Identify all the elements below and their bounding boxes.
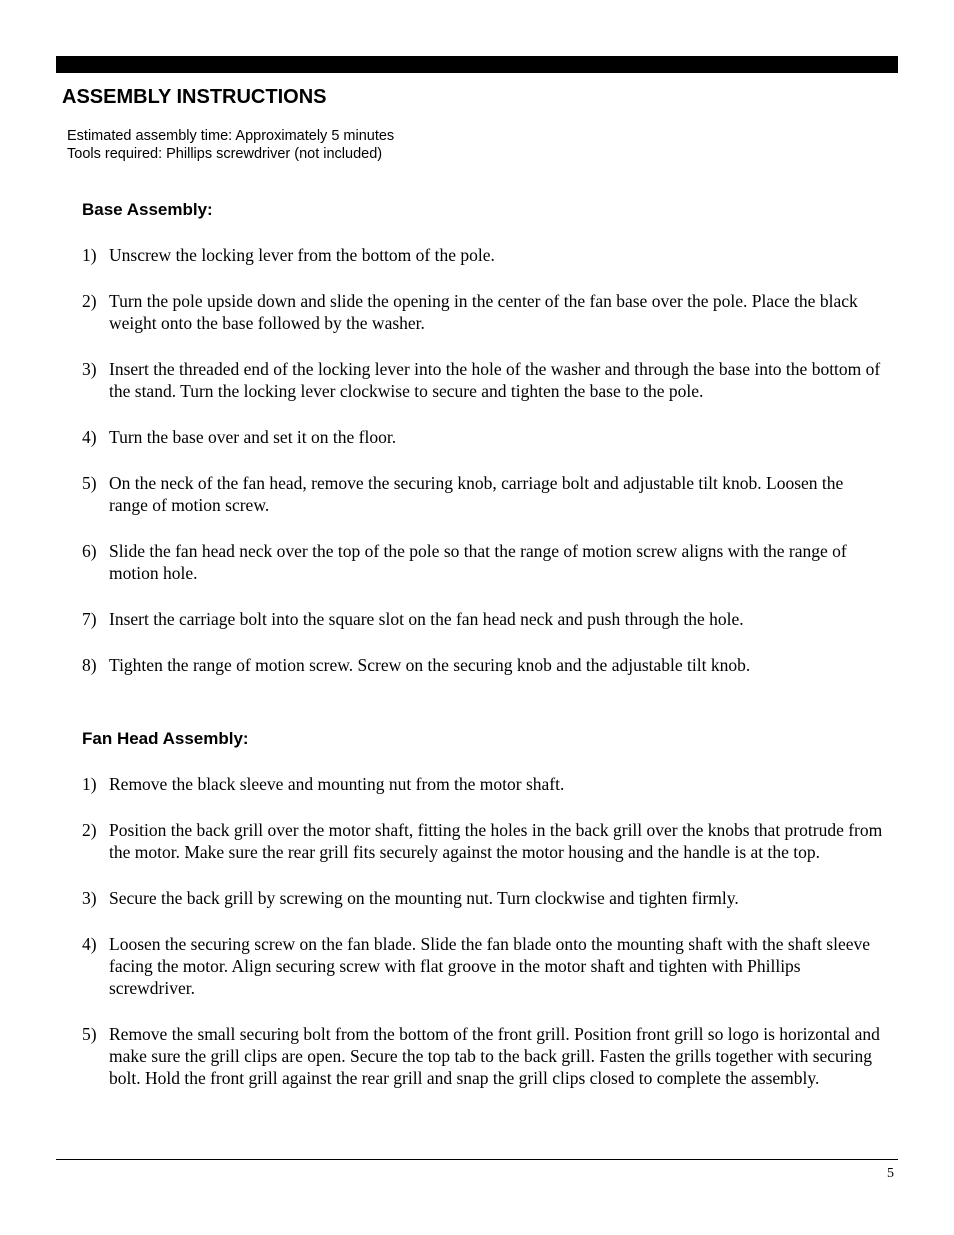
list-item [82, 472, 884, 516]
assembly-time: Estimated assembly time: Approximately 5 minutes [67, 128, 395, 144]
step-number: 5) [82, 473, 97, 493]
step-number: 6) [82, 541, 97, 561]
base-assembly-heading: Base Assembly: [82, 200, 213, 219]
page-title: ASSEMBLY INSTRUCTIONS [62, 86, 327, 108]
list-item [82, 608, 884, 630]
step-text: Unscrew the locking lever from the bottom of the pole. [109, 245, 495, 265]
header-bar [56, 56, 898, 73]
list-item [82, 290, 884, 334]
list-item [82, 244, 884, 266]
list-item [82, 540, 884, 584]
step-text: Insert the carriage bolt into the square slot on the fan head neck and push through the hole. [109, 609, 744, 629]
assembly-meta [67, 127, 394, 163]
step-number: 2) [82, 820, 97, 840]
list-item [82, 426, 884, 448]
list-item [82, 654, 884, 676]
list-item [82, 819, 884, 863]
step-number: 1) [82, 774, 97, 794]
step-number: 8) [82, 655, 97, 675]
step-text: Loosen the securing screw on the fan blade. Slide the fan blade onto the mounting shaft with the shaft sleeve facing the motor. Align securing screw with flat groove in the motor shaft and tighten with Phillips screwdriver. [109, 934, 871, 998]
list-item [82, 1023, 884, 1089]
step-text: On the neck of the fan head, remove the securing knob, carriage bolt and adjustable tilt knob. Loosen the range of motion screw. [109, 473, 844, 515]
list-item [82, 358, 884, 402]
step-number: 2) [82, 291, 97, 311]
step-text: Insert the threaded end of the locking lever into the hole of the washer and through the base into the bottom of the stand. Turn the locking lever clockwise to secure and tighten the base to the pole. [109, 359, 881, 401]
step-number: 3) [82, 888, 97, 908]
step-text: Tighten the range of motion screw. Screw on the securing knob and the adjustable tilt knob. [109, 655, 751, 675]
step-text: Position the back grill over the motor shaft, fitting the holes in the back grill over the knobs that protrude from the motor. Make sure the rear grill fits securely against the motor housing and the handle is at the top. [109, 820, 883, 862]
footer-rule [56, 1159, 898, 1160]
page-number: 5 [887, 1166, 894, 1181]
step-text: Turn the pole upside down and slide the opening in the center of the fan base over the pole. Place the black weight onto the base followed by the washer. [109, 291, 858, 333]
step-number: 7) [82, 609, 97, 629]
step-text: Slide the fan head neck over the top of the pole so that the range of motion screw aligns with the range of motion hole. [109, 541, 847, 583]
tools-required: Tools required: Phillips screwdriver (not included) [67, 146, 383, 162]
step-number: 1) [82, 245, 97, 265]
step-text: Remove the small securing bolt from the bottom of the front grill. Position front grill so logo is horizontal and make sure the grill clips are open. Secure the top tab to the back grill. Fasten the grills together with securing bolt. Hold the front grill against the rear grill and snap the grill clips closed to complete the assembly. [109, 1024, 880, 1088]
list-item [82, 773, 884, 795]
step-text: Turn the base over and set it on the floor. [109, 427, 397, 447]
step-text: Secure the back grill by screwing on the mounting nut. Turn clockwise and tighten firmly. [109, 888, 739, 908]
step-text: Remove the black sleeve and mounting nut from the motor shaft. [109, 774, 565, 794]
base-assembly-steps [82, 244, 884, 676]
step-number: 5) [82, 1024, 97, 1044]
step-number: 4) [82, 934, 97, 954]
step-number: 4) [82, 427, 97, 447]
list-item [82, 933, 884, 999]
fan-head-assembly-steps [82, 773, 884, 1089]
fan-head-assembly-heading: Fan Head Assembly: [82, 729, 249, 748]
step-number: 3) [82, 359, 97, 379]
list-item [82, 887, 884, 909]
